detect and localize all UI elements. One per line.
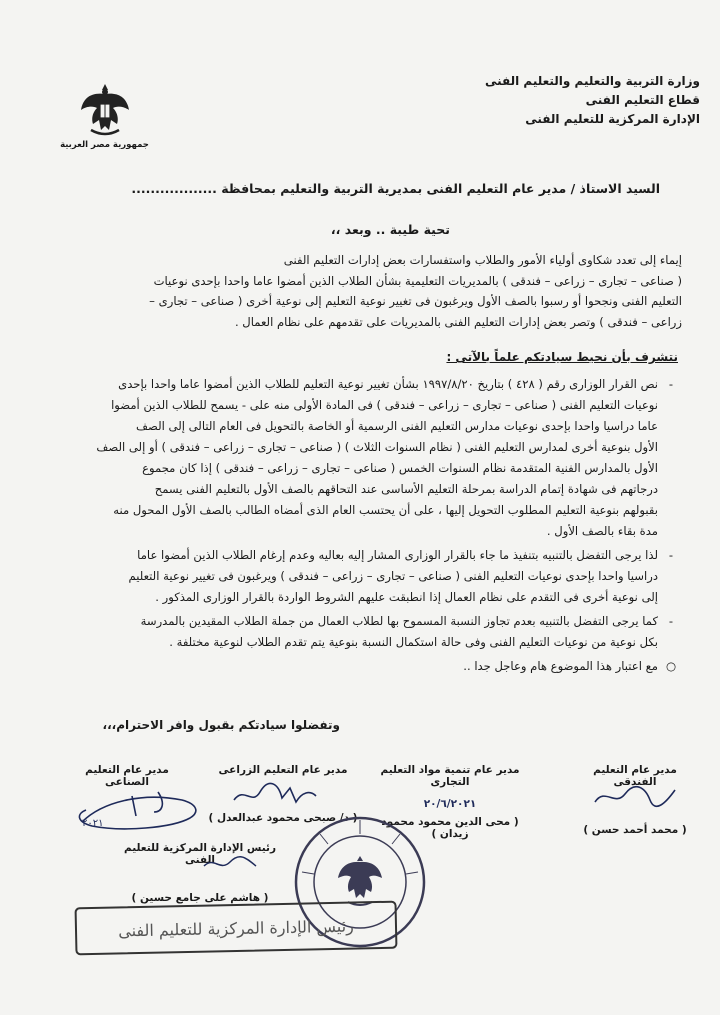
bullet-line: عاما دراسيا واحدا بإحدى نوعيات مدارس التعليم الفنى الرسمية أو الخاصة بالتحويل فى العام التالى إلى الصف xyxy=(136,419,658,433)
bullet-urgent xyxy=(30,656,680,677)
handwritten-signature-icon xyxy=(230,778,320,810)
bullet-marker: - xyxy=(668,377,674,391)
bullet-list xyxy=(30,374,680,680)
signatory-name: ( محمد أحمد حسن ) xyxy=(583,824,687,836)
bullet-line: لذا يرجى التفضل بالتنبيه بتنفيذ ما جاء بالقرار الوزارى المشار إليه بعاليه وعدم إرغام الطلاب الذين أمضوا عاما xyxy=(137,548,658,562)
signatory-title: مدير عام تنمية مواد التعليم التجارى xyxy=(380,764,520,788)
bullet-line: درجاتهم فى شهادة إتمام الدراسة بمرحلة التعليم الأساسى عند التحاقهم بالصف الأول بالتعليم الفنى يسمح xyxy=(154,482,658,496)
republic-label: جمهورية مصر العربية xyxy=(60,140,149,150)
bullet-line: الأول بالمدارس الفنية المتقدمة نظام السنوات الخمس ( صناعى – تجارى – زراعى – فندقى ) إذا كان مجموع xyxy=(142,461,658,475)
title-stamp xyxy=(75,901,398,956)
central-admin-line: الإدارة المركزية للتعليم الفنى xyxy=(525,112,700,126)
signatory-title: مدير عام التعليم الصناعى xyxy=(85,764,169,788)
bullet-line: إلى نوعية أخرى فى التقدم على نظام العمال إذا انطبقت عليهم الشروط الواردة بالقرار الوزارى المذكور . xyxy=(155,590,658,604)
signatory-name: ( محى الدين محمود محمود زيدان ) xyxy=(381,816,519,840)
bullet-line: بقبولهم بنوعية التعليم المطلوب التحويل إليها ، على أن يحتسب العام الذى أمضاه الطالب بالصف الأول المحول منه xyxy=(113,503,658,517)
republic-emblem-block xyxy=(52,80,157,150)
bullet-marker: - xyxy=(668,548,674,562)
signatory-name: ( هاشم على جامع حسين ) xyxy=(131,892,269,904)
greeting: تحية طيبة .. وبعد ،، xyxy=(330,222,450,237)
honor-line: نتشرف بأن نحيط سيادتكم علماً بالآتى : xyxy=(446,350,678,364)
signatory-title: مدير عام التعليم الزراعى xyxy=(218,764,348,776)
ministry-header xyxy=(460,72,700,129)
intro-line: إيماء إلى تعدد شكاوى أولياء الأمور والطلاب واستفسارات بعض إدارات التعليم الفنى xyxy=(283,253,682,267)
handwritten-signature-icon xyxy=(62,782,212,842)
addressee-line: السيد الاستاذ / مدير عام التعليم الفنى بمديرية التربية والتعليم بمحافظة .................. xyxy=(131,181,660,196)
bullet-line: نص القرار الوزارى رقم ( ٤٢٨ ) بتاريخ ١٩٩٧/٨/٢٠ بشأن تغيير نوعية التعليم للطلاب الذين أمضوا عاما واحدا بإحدى xyxy=(118,377,658,391)
bullet-ratio xyxy=(30,611,680,653)
title-stamp-text: رئيس الإدارة المركزية للتعليم الفنى xyxy=(118,916,354,940)
sector-line: قطاع التعليم الفنى xyxy=(585,93,700,107)
signatory-name: ( د/ صبحى محمود عبدالعدل ) xyxy=(208,812,358,824)
intro-paragraph xyxy=(30,250,682,332)
closing-line: وتفضلوا سيادتكم بقبول وافر الاحترام،،، xyxy=(102,718,340,732)
intro-line: التعليم الفنى ونجحوا أو رسبوا بالصف الأول ويرغبون فى تغيير نوعية التعليم إلى نوعية أخرى ( صناعى – تجارى – xyxy=(149,294,682,308)
ministry-line: وزارة التربية والتعليم والتعليم الفنى xyxy=(484,74,700,88)
intro-line: زراعى – فندقى ) وتصر بعض إدارات التعليم الفنى بالمديريات على تقدمهم على نظام العمال . xyxy=(234,314,682,329)
bullet-line: مع اعتبار هذا الموضوع هام وعاجل جدا .. xyxy=(463,659,658,673)
bullet-marker: - xyxy=(668,614,674,628)
bullet-line: الأول بنوعية أخرى لمدارس التعليم الفنى ( نظام السنوات الثلاث ) ( صناعى – تجارى – زراعى – فندقى ) أو إلى الصف xyxy=(96,440,658,454)
bullet-decree xyxy=(30,374,680,542)
intro-line: ( صناعى – تجارى – زراعى – فندقى ) بالمديريات التعليمية بشأن الطلاب الذين أمضوا عاما واحدا بإحدى نوعيات xyxy=(153,273,682,288)
bullet-line: بكل نوعية من نوعيات التعليم الفنى وفى حالة استكمال النسبة بنوعية يتم تقدم الطلاب لنوعية مختلفة . xyxy=(169,635,658,649)
handwritten-signature-icon xyxy=(200,852,260,874)
signatory-title: مدير عام التعليم الفندقى xyxy=(593,764,677,788)
bullet-instruction xyxy=(30,545,680,608)
bullet-line: دراسيا واحدا بإحدى نوعيات التعليم الفنى ( صناعى – تجارى – زراعى – فندقى ) ويرغبون فى تغيير نوعية التعليم xyxy=(128,569,658,583)
bullet-line: كما يرجى التفضل بالتنبيه بعدم تجاوز النسبة المسموح بها لطلاب العمال من جملة الطلاب المقيدين بالمدرسة xyxy=(140,614,658,628)
eagle-emblem-icon xyxy=(79,80,131,138)
bullet-line: مدة بقاء بالصف الأول . xyxy=(546,524,658,538)
handwritten-signature-icon xyxy=(590,782,680,812)
bullet-marker: ○ xyxy=(665,659,677,673)
signature-date: ٢٠/٦/٢٠٢١ xyxy=(423,798,477,810)
bullet-line: نوعيات التعليم الفنى ( صناعى – تجارى – زراعى – فندقى ) فى المادة الأولى منه على - يسمح للطلاب الذين أمضوا xyxy=(111,398,658,412)
signature-date: ٢٠٢١ xyxy=(82,818,104,829)
signatory-title: رئيس الإدارة المركزية للتعليم الفنى xyxy=(123,842,277,866)
